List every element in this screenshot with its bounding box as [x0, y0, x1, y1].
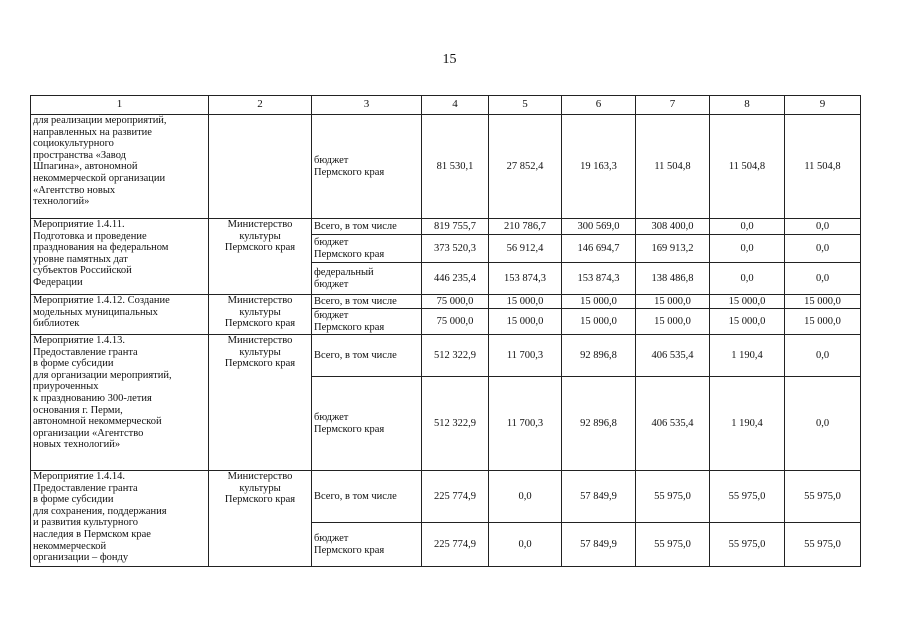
- value-cell: 146 694,7: [562, 235, 636, 263]
- value-cell: 1 190,4: [710, 377, 785, 471]
- value-cell: 153 874,3: [562, 263, 636, 295]
- executor-cell: [209, 115, 312, 219]
- value-cell: 15 000,0: [636, 309, 710, 335]
- value-cell: 308 400,0: [636, 219, 710, 235]
- value-cell: 0,0: [785, 335, 861, 377]
- page-number: 15: [442, 52, 457, 67]
- column-header: 4: [422, 96, 489, 115]
- value-cell: 512 322,9: [422, 377, 489, 471]
- activity-cell: для реализации мероприятий, направленных на развитие социокультурного пространства «Завод Шпагина», автономной некоммерческой организации «Агентство новых технологий»: [31, 115, 209, 219]
- executor-cell: Министерство культуры Пермского края: [209, 335, 312, 471]
- funding-source-cell: Всего, в том числе: [312, 219, 422, 235]
- value-cell: 55 975,0: [636, 523, 710, 567]
- value-cell: 0,0: [785, 263, 861, 295]
- value-cell: 0,0: [489, 523, 562, 567]
- value-cell: 0,0: [710, 235, 785, 263]
- column-number-header-row: [31, 96, 861, 115]
- funding-source-cell: бюджет Пермского края: [312, 523, 422, 567]
- value-cell: 81 530,1: [422, 115, 489, 219]
- value-cell: 57 849,9: [562, 523, 636, 567]
- activity-cell: Мероприятие 1.4.12. Создание модельных муниципальных библиотек: [31, 295, 209, 335]
- value-cell: 406 535,4: [636, 377, 710, 471]
- activity-cell: Мероприятие 1.4.13. Предоставление гранта в форме субсидии для организации мероприятий, приуроченных к празднованию 300-летия основания г. Перми, автономной некоммерческой организации «Агентство новых технологий»: [31, 335, 209, 471]
- value-cell: 0,0: [489, 471, 562, 523]
- table-row: [31, 295, 861, 309]
- value-cell: 373 520,3: [422, 235, 489, 263]
- value-cell: 15 000,0: [489, 295, 562, 309]
- column-header: 9: [785, 96, 861, 115]
- value-cell: 512 322,9: [422, 335, 489, 377]
- value-cell: 15 000,0: [710, 295, 785, 309]
- value-cell: 55 975,0: [710, 523, 785, 567]
- value-cell: 92 896,8: [562, 377, 636, 471]
- executor-cell: Министерство культуры Пермского края: [209, 471, 312, 567]
- column-header: 7: [636, 96, 710, 115]
- budget-table: [30, 95, 861, 567]
- column-header: 1: [31, 96, 209, 115]
- value-cell: 0,0: [785, 235, 861, 263]
- value-cell: 153 874,3: [489, 263, 562, 295]
- funding-source-cell: бюджет Пермского края: [312, 309, 422, 335]
- value-cell: 15 000,0: [562, 309, 636, 335]
- value-cell: 15 000,0: [710, 309, 785, 335]
- executor-cell: Министерство культуры Пермского края: [209, 219, 312, 295]
- value-cell: 138 486,8: [636, 263, 710, 295]
- value-cell: 446 235,4: [422, 263, 489, 295]
- value-cell: 55 975,0: [636, 471, 710, 523]
- funding-source-cell: Всего, в том числе: [312, 471, 422, 523]
- table-row: [31, 219, 861, 235]
- value-cell: 11 504,8: [636, 115, 710, 219]
- activity-cell: Мероприятие 1.4.11. Подготовка и проведение празднования на федеральном уровне памятных дат субъектов Российской Федерации: [31, 219, 209, 295]
- value-cell: 15 000,0: [562, 295, 636, 309]
- column-header: 3: [312, 96, 422, 115]
- value-cell: 15 000,0: [785, 309, 861, 335]
- value-cell: 15 000,0: [785, 295, 861, 309]
- activity-cell: Мероприятие 1.4.14. Предоставление гранта в форме субсидии для сохранения, поддержания и развития культурного наследия в Пермском крае некоммерческой организации – фонду: [31, 471, 209, 567]
- value-cell: 0,0: [785, 377, 861, 471]
- table-row: [31, 115, 861, 219]
- value-cell: 0,0: [710, 219, 785, 235]
- value-cell: 1 190,4: [710, 335, 785, 377]
- value-cell: 75 000,0: [422, 309, 489, 335]
- column-header: 6: [562, 96, 636, 115]
- column-header: 8: [710, 96, 785, 115]
- value-cell: 75 000,0: [422, 295, 489, 309]
- value-cell: 225 774,9: [422, 523, 489, 567]
- value-cell: 11 504,8: [785, 115, 861, 219]
- table-row: [31, 471, 861, 523]
- value-cell: 92 896,8: [562, 335, 636, 377]
- funding-source-cell: бюджет Пермского края: [312, 235, 422, 263]
- value-cell: 15 000,0: [489, 309, 562, 335]
- value-cell: 11 700,3: [489, 377, 562, 471]
- funding-source-cell: Всего, в том числе: [312, 335, 422, 377]
- funding-source-cell: Всего, в том числе: [312, 295, 422, 309]
- value-cell: 55 975,0: [785, 523, 861, 567]
- value-cell: 56 912,4: [489, 235, 562, 263]
- table-row: [31, 335, 861, 377]
- value-cell: 55 975,0: [785, 471, 861, 523]
- value-cell: 169 913,2: [636, 235, 710, 263]
- executor-cell: Министерство культуры Пермского края: [209, 295, 312, 335]
- value-cell: 225 774,9: [422, 471, 489, 523]
- value-cell: 19 163,3: [562, 115, 636, 219]
- value-cell: 300 569,0: [562, 219, 636, 235]
- value-cell: 11 504,8: [710, 115, 785, 219]
- column-header: 2: [209, 96, 312, 115]
- value-cell: 0,0: [710, 263, 785, 295]
- value-cell: 210 786,7: [489, 219, 562, 235]
- value-cell: 11 700,3: [489, 335, 562, 377]
- funding-source-cell: федеральный бюджет: [312, 263, 422, 295]
- column-header: 5: [489, 96, 562, 115]
- value-cell: 406 535,4: [636, 335, 710, 377]
- value-cell: 819 755,7: [422, 219, 489, 235]
- funding-source-cell: бюджет Пермского края: [312, 377, 422, 471]
- value-cell: 0,0: [785, 219, 861, 235]
- value-cell: 27 852,4: [489, 115, 562, 219]
- value-cell: 15 000,0: [636, 295, 710, 309]
- value-cell: 55 975,0: [710, 471, 785, 523]
- funding-source-cell: бюджет Пермского края: [312, 115, 422, 219]
- value-cell: 57 849,9: [562, 471, 636, 523]
